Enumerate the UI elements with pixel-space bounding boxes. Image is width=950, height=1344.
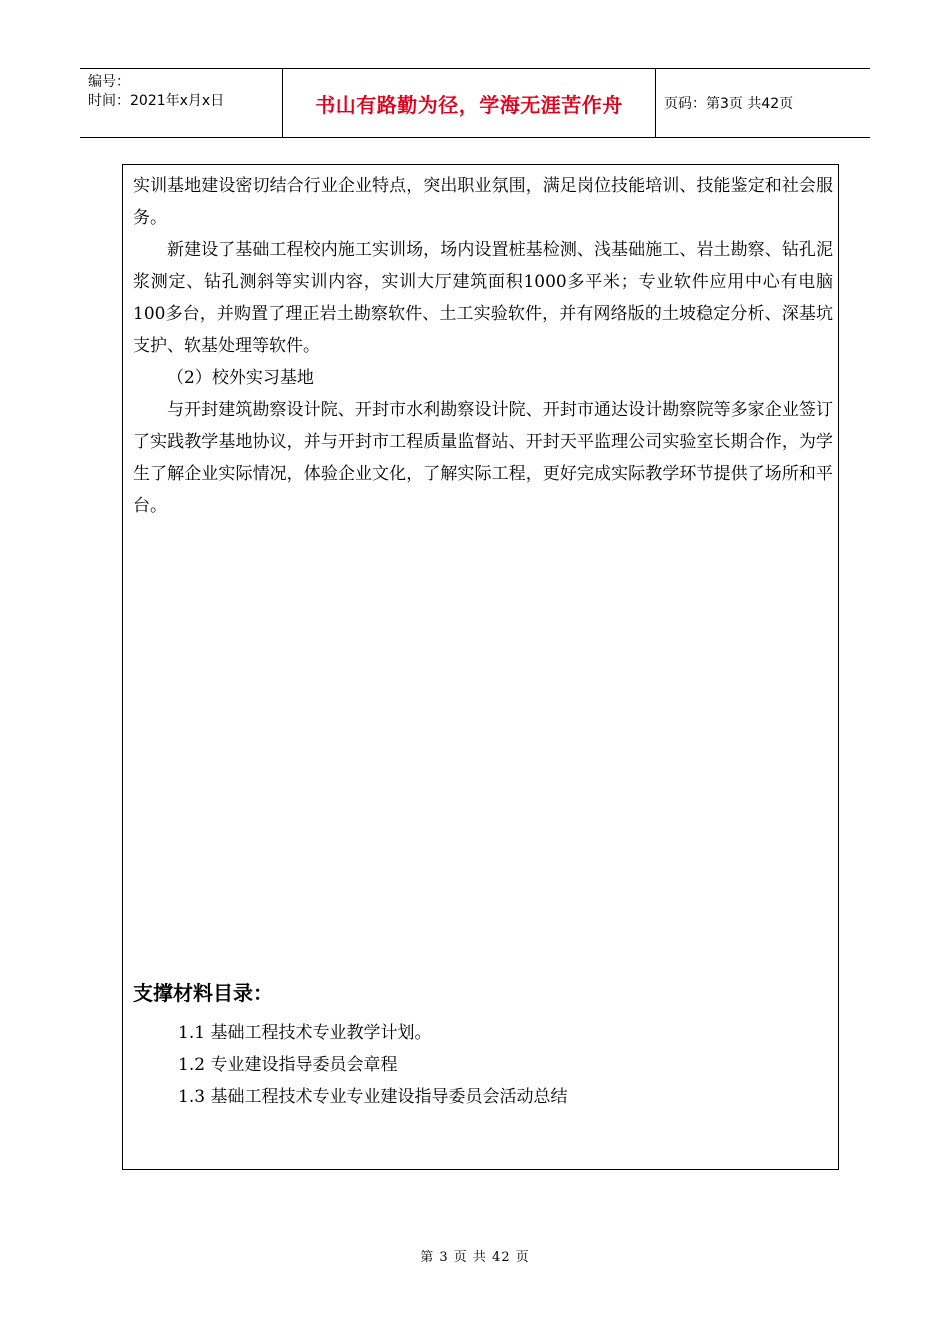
page-footer: 第 3 页 共 42 页: [420, 1250, 530, 1265]
list-item: 1.2 专业建设指导委员会章程: [178, 1055, 398, 1075]
document-number-label: 编号：: [88, 74, 130, 90]
body-paragraph: 实训基地建设密切结合行业企业特点，突出职业氛围，满足岗位技能培训、技能鉴定和社会服务。: [133, 176, 833, 228]
list-item: 1.1 基础工程技术专业教学计划。: [178, 1023, 432, 1043]
document-time-label: 时间：2021年x月x日: [88, 93, 225, 109]
section-heading: （2）校外实习基地: [167, 368, 314, 388]
support-materials-list: [178, 1017, 567, 1113]
body-paragraph: 新建设了基础工程校内施工实训场，场内设置桩基检测、浅基础施工、岩土勘察、钻孔泥浆测定、钻孔测斜等实训内容，实训大厅建筑面积1000多平米；专业软件应用中心有电脑100多台，并购置了理正岩土勘察软件、土工实验软件，并有网络版的土坡稳定分析、深基坑支护、软基处理等软件。: [133, 240, 833, 356]
list-item: 1.3 基础工程技术专业专业建设指导委员会活动总结: [178, 1087, 568, 1107]
content-box: [122, 164, 839, 1170]
body-text: [133, 170, 833, 522]
header-motto-cell: [282, 69, 656, 137]
header-meta: [88, 73, 278, 111]
page-header: [80, 68, 870, 138]
body-paragraph: 与开封建筑勘察设计院、开封市水利勘察设计院、开封市通达设计勘察院等多家企业签订了实践教学基地协议，并与开封市工程质量监督站、开封天平监理公司实验室长期合作，为学生了解企业实际情况，体验企业文化，了解实际工程，更好完成实际教学环节提供了场所和平台。: [133, 400, 833, 516]
header-motto: 书山有路勤为径，学海无涯苦作舟: [315, 92, 623, 117]
support-materials-title: 支撑材料目录：: [133, 981, 273, 1005]
header-page-number: 页码：第3页 共42页: [664, 96, 794, 112]
